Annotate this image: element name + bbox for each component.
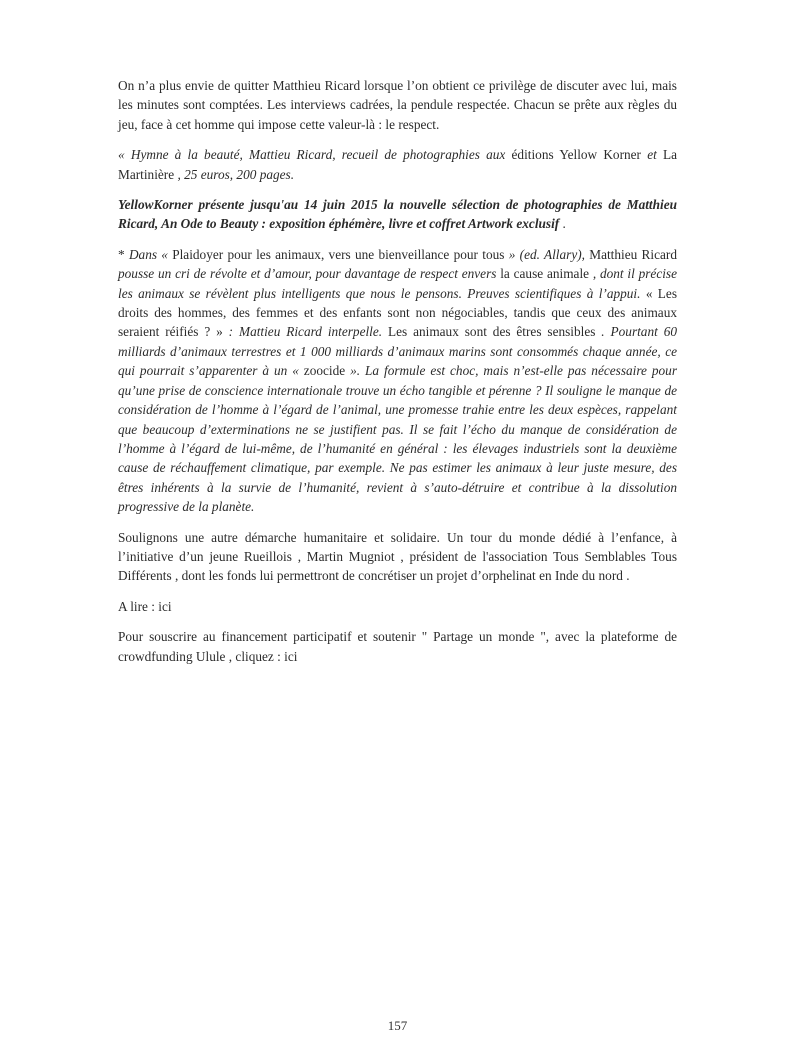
plaidoyer-run: Plaidoyer pour les animaux, vers une bienveillance pour tous — [172, 246, 505, 262]
plaidoyer-run: . Pourtant 60 milliards d’animaux terrestres et 1 000 milliards d’animaux marins sont consommés chaque année, ce qui pourrait s’apparenter à un « — [118, 324, 677, 379]
plaidoyer-run: Dans « — [128, 246, 173, 262]
publisher-la-martiniere: La Martinière — [118, 147, 678, 182]
plaidoyer-run: « Les droits des hommes, des femmes et des enfants sont non négociables, tandis que ceux des animaux seraient réifiés ? » — [118, 285, 678, 340]
book-reference-price: , 25 euros, 200 pages. — [174, 166, 295, 182]
plaidoyer-run: , dont il précise les animaux se révèlent plus intelligents que nous le pensons. Preuves scientifiques à l’appui. — [118, 266, 677, 301]
plaidoyer-run: * — [118, 246, 129, 262]
paragraph-book-reference — [118, 145, 677, 184]
plaidoyer-run: » (ed. Allary), — [504, 246, 590, 262]
exhibition-announcement: YellowKorner présente jusqu'au 14 juin 2015 la nouvelle sélection de photographies de Matthieu Ricard, An Ode to Beauty : exposition éphémère, livre et coffret Artwork exclusif — [118, 197, 677, 232]
document-body — [118, 76, 677, 677]
a-lire-link[interactable]: ici — [158, 598, 172, 614]
paragraph-plaidoyer — [118, 245, 677, 517]
paragraph-crowdfunding — [118, 627, 677, 666]
plaidoyer-run: la cause animale — [500, 266, 590, 282]
plaidoyer-run: Matthieu Ricard — [589, 246, 677, 262]
a-lire-label: A lire : — [118, 598, 159, 614]
plaidoyer-run: : Mattieu Ricard interpelle. — [228, 324, 388, 340]
crowdfunding-link[interactable]: ici — [284, 648, 298, 664]
exhibition-end-dot: . — [559, 216, 566, 232]
paragraph-tour-du-monde: Soulignons une autre démarche humanitaire et solidaire. Un tour du monde dédié à l’enfance, à l’initiative d’un jeune Rueillois , Martin Mugniot , président de l'association Tous Semblables Tous Différents , dont les fonds lui permettront de concrétiser un projet d’orphelinat en Inde du nord . — [118, 529, 677, 584]
book-reference-title: « Hymne à la beauté, Mattieu Ricard, recueil de photographies aux — [118, 147, 512, 163]
crowdfunding-text: Pour souscrire au financement participatif et soutenir " Partage un monde ", avec la plateforme de crowdfunding Ulule , cliquez : — [118, 629, 677, 664]
plaidoyer-run: zoocide — [303, 363, 346, 379]
paragraph-intro: On n’a plus envie de quitter Matthieu Ricard lorsque l’on obtient ce privilège de discuter avec lui, mais les minutes sont comptées. Les interviews cadrées, la pendule respectée. Chacun se prête aux règles du jeu, face à cet homme qui impose cette valeur-là : le respect. — [118, 78, 677, 132]
book-reference-and: et — [647, 147, 663, 163]
paragraph-a-lire — [118, 597, 677, 616]
plaidoyer-run: pousse un cri de révolte et d’amour, pour davantage de respect envers — [118, 266, 501, 282]
publisher-yellow-korner: éditions Yellow Korner — [511, 147, 648, 163]
page-number: 157 — [387, 1018, 408, 1033]
paragraph-exhibition — [118, 195, 677, 234]
plaidoyer-run: Les animaux sont des êtres sensibles — [387, 324, 596, 340]
plaidoyer-run: ». La formule est choc, mais n’est-elle pas nécessaire pour qu’une prise de conscience internationale trouve un écho tangible et pérenne ? Il souligne le manque de considération de l’homme à l’égard de l’animal, une promesse trahie entre les deux espèces, rappelant que beaucoup d’exterminations ne se justifient pas. Il se fait l’écho du manque de considération de l’homme à l’égard de lui-même, de l’humanité en général : les élevages industriels sont la deuxième cause de réchauffement climatique, par exemple. Ne pas estimer les animaux à leur juste mesure, des êtres inhérents à la survie de l’humanité, revient à s’auto-détruire et contribue à la dissolution progressive de la planète. — [118, 363, 677, 515]
